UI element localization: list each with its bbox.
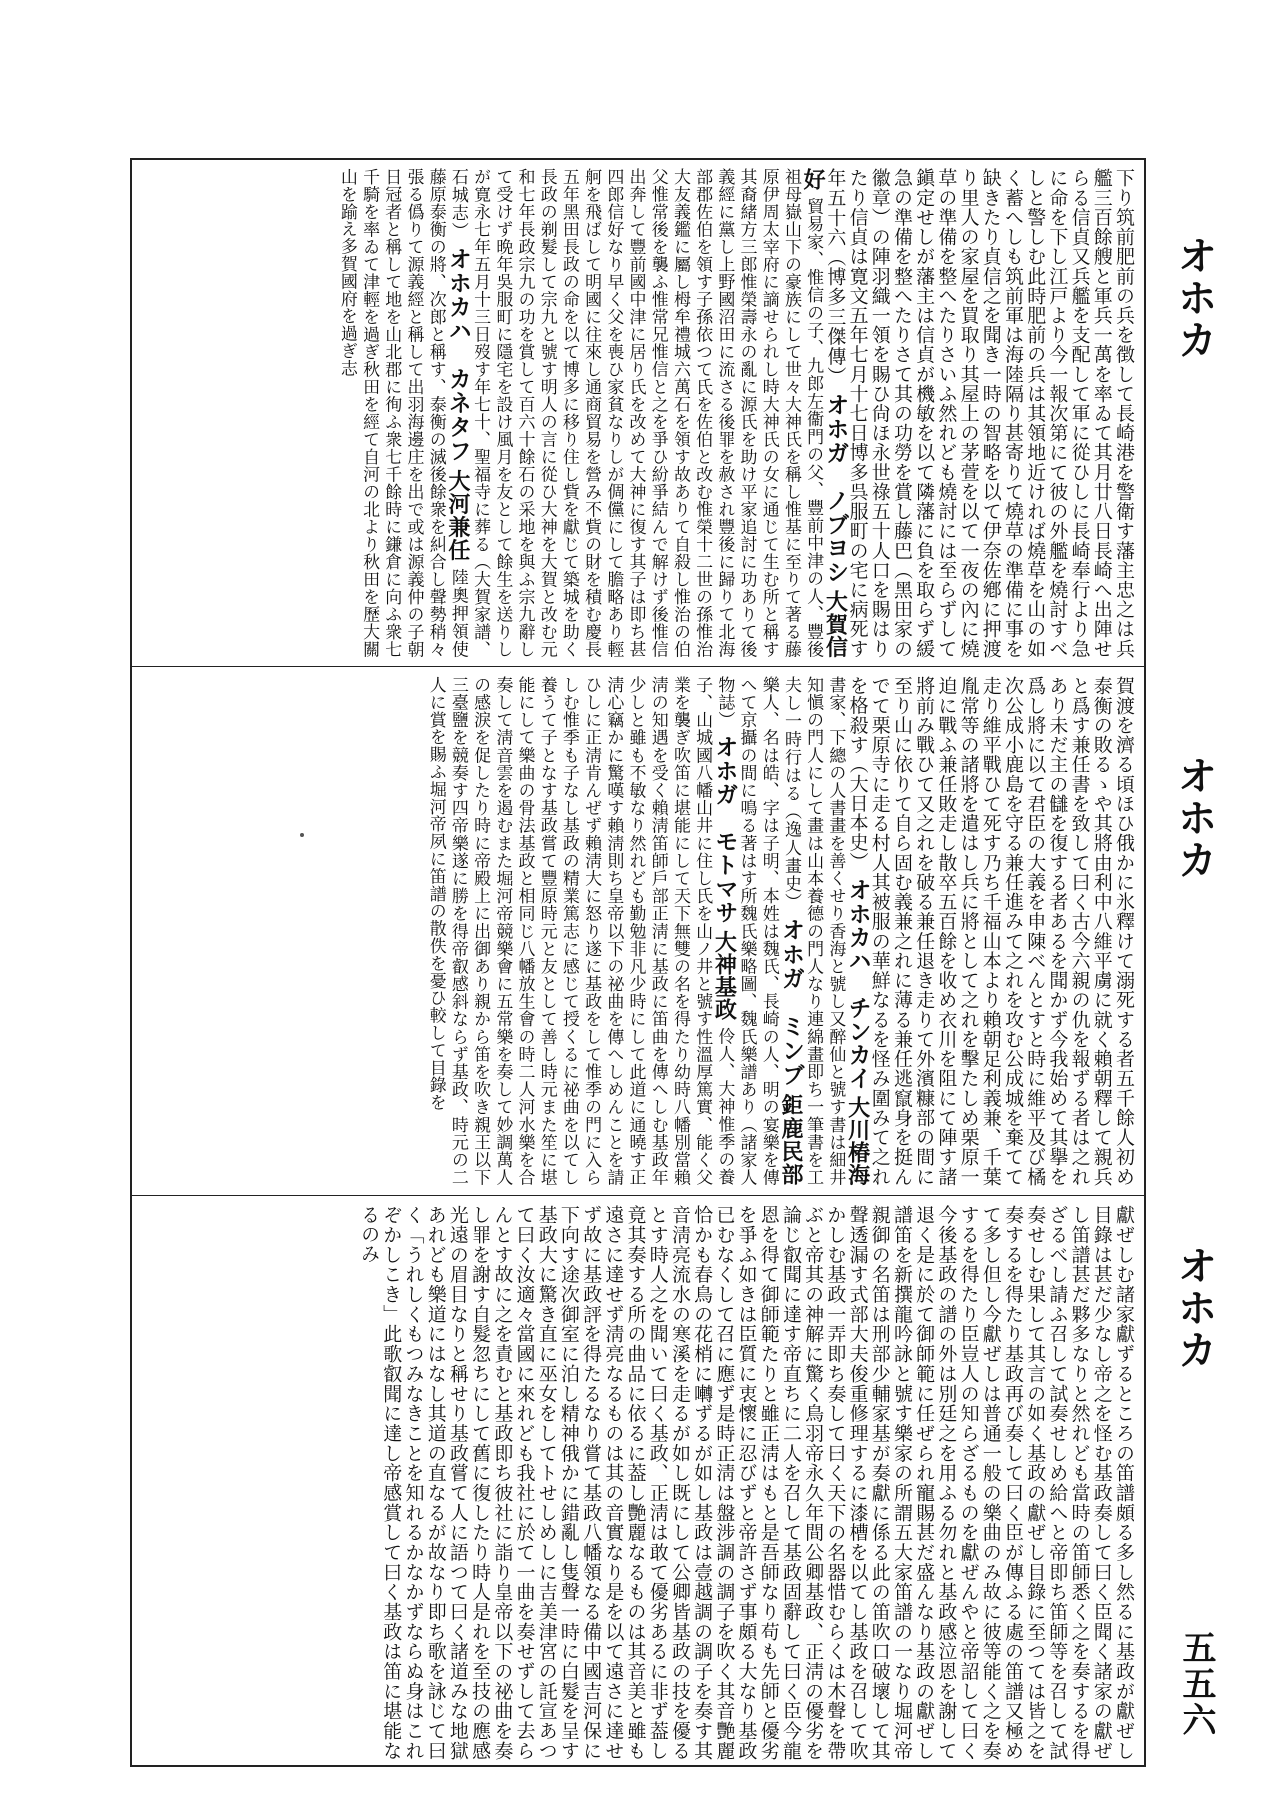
continued-entry-text: 下り筑前肥前の兵を徴して長崎港を警衛す藩主忠之は兵艦三百餘艘と軍兵一萬を率ゐて其月廿八日長崎へ出陣せらる信貞又兵艦を支配して軍に從ひしに長崎奉行より急に命を下し江戸より今一報次第にて彼の外艦を燒討すべしと警しむ此時肥前の兵は其領地近ければ燒草を山の如く蓄へしも筑前軍は海陸隔り甚寄りて燒草の準備に事を缺きたり貞信之を聞き一時の智略を以て伊奈佐鄕に押渡り里人の家屋を買取り其屋上の茅萱を以て一夜の內に燒草の準備を整へたりさいふ然れども燒討には至らずして鎭定せしが藩主は信貞が機敏を以て隣藩に負を取らず緩急の準備を整へたりさて其の功勞を賞し藤巴（黑田家の徽章）の陣羽織一領を賜ひ尙ほ永世祿五十人口を賜はりたり信貞は寛文五年七月十七日博多呉服町の宅に病死す年五十六（博多三傑傳） <box>824 168 1135 658</box>
guide-word-middle: オホカ <box>1171 755 1217 881</box>
entry-name: 大賀信好 <box>800 168 849 658</box>
headword: オホカハ チンカイ <box>844 877 871 1090</box>
entry-text: 書家、下總の人書畫を善くせり香海と號し又醉仙と號す書は細井知愼の門人にして畫は山本養德の門人なり連綿畫即ち一筆書を工夫し一時行はる（逸人畫史） <box>780 676 846 1186</box>
band-divider-2 <box>130 1195 1146 1196</box>
entry-name: 大川椿海 <box>844 1096 871 1186</box>
continued-entry-text: 獻ぜしむ諸家獻ずるところの笛譜頗る多し然るに基政が獻ぜし目錄は甚だ少なし帝之を怪む基政奏して曰く臣聞く諸家の獻ぜし笛譜甚だ夥多なりと然れども當時の笛師悉く之を奏するを得ざるべし請ふ召して試奏せしめ給へと帝即ち笛師等を召して試奏せしむ果して其言の如く基政の獻ぜし目錄に至つては皆之を奏するを得たり基政再び奏して曰く臣が傳ふる處の笛譜又極めて多し但し今獻ぜしは普通一般の樂曲のみ故に彼等能く之を奏するを得たり臣豈人の知らざるものを獻ぜんやと帝詔して曰く今後基政の譜の外は別廷之を用ふる勿れと基政感泣恩を謝して退く是に於て御師範に任ぜられ寵賜甚だ盛んなり基政の獻ぜし譜笛を新撰龍吟詠と號す樂家の所謂五大家笛譜の一なり堀河帝親御の名笛は刑部少輔家基が奏獻に係る此の笛吹口破壞して其聲透漏す式部大夫俊重修理するに漆槽を以てし基政を召して吹かしむ基政一弄即ち奏して曰く天下の名器惜むらくは木聲を帶ぶと帝其の神解に驚く鳥羽帝永久年間公卿基政、正淸の優劣を論じ叡聞に達す帝直ちに二人を召して基政固辭して曰く臣今龍恩を得て御師範たりと雖正淸はもと是吾師なり苟も先師と優劣を爭ふ如きは臣質に衷懷に忍びずと帝許さず事頗る大なり基政已むなくして召に應ず是時正淸は盤涉調の調子を吹く其音艷麗恰かも春鳥の花梢に囀ずるが如し基政は壹越調の調子を奏す其音淸亮流水の寒溪を走るが如し既にして公卿皆基政の技を優るとす時人之を聞いて曰く基政、正淸は敢て優劣あるに非ず葢し竟其奏する所の曲品に依るに葢し艷麗なるものは其音美と雖も遠さに達せず淸亮なるものは其の音實なり是を以て遠さに達せず故に基政評を得たるなり嘗て基政八幡領なる備中國吉河保に下向す途次御室に泊し精神俄かに錯亂し隻聲一時に白髮を呈す基政大に驚き直に巫女をしてトせしめしに吉美津宮の託宣あつて曰く汝適々當國に來れども我社に於て一曲を奏せずして去らんとす故に之を責むと基政即ち彼社に詣り皇帝以下の祕曲を奏し罪を謝す自髮忽ちにして舊に復したり時人是れを至技の應感光遠の眉目なりと稱せり基政嘗て人に語つて曰く諸道みな地獄あれども樂道にはなし其道の直なるが故なり即ち歌を詠じて曰く「うれしくもつみなきことを知れるかなかずならぬ身はこれぞかしこき」此歌叡聞に達し帝感賞して曰く基政は笛に堪能なるのみ <box>358 1205 1135 1760</box>
entry-oga-motomasa <box>425 676 736 1186</box>
band-top <box>129 168 1135 658</box>
headword: オホカハ カネタフ <box>444 246 471 463</box>
page-number: 五五六 <box>1176 1630 1216 1738</box>
headword: オホガ モトマサ <box>711 735 738 925</box>
entry-name: 大神基政 <box>711 930 738 1022</box>
entry-text: 貿易家、惟信の子、九郎左衞門の父、豐前中津の人、豐後祖母嶽山下の豪族にして世々大神氏を稱し惟基に至りて著る藤原伊周太宰府に謫せられし時大神氏の女に通じて生む所と稱す其裔緒方三郎惟榮壽永の亂に源氏を助け平家追討に功ありて後義經に黨し上野國沼田に流さる後罪を赦され豐後に歸りて北海部郡佐伯を領す子孫依つて氏を佐伯と改む惟榮十二世の孫惟治大友義鑑に屬し栂牟禮城六萬石を領す故ありて自殺し惟治の伯父惟常後を襲ふ惟常兄惟信と之を爭ひ紛爭結んで解けず後惟信出奔して豐前國中津に居り氏を改めて大神に復す其子は即ち甚四郎信好なり早く父を喪ひ家貧なりしが倜儻にして膽略あり輕舸を飛ばして明國に往來し通商貿易を營み不貲の財を積む慶長五年黑田長政の命を以て博多に移り住し貲を獻じて築城を助く長政の剃髮して宗九と號す明人の言に從ひ大神を大賀と改む元和七年長政宗九の功を賞して百六十餘石の采地を與ふ宗九辭して受けず晩年吳服町に隱宅を設け風月を友として餘生を送りしが寛永七年五月十三日歿す年七十、聖福寺に葬る（大賀家譜、石城志） <box>447 168 824 658</box>
band-bottom <box>129 1205 1135 1760</box>
entry-text: 伶人、大神惟季の養子、山城國八幡山井に住し氏を山ノ井と號す性溫厚篤實、能く父業を襲ぎ吹笛に堪能にして天下無雙の名を得たり幼時八幡別當賴淸の知遇を受く賴淸笛師戶部正淸に基政に笛曲を傳へしむ基政年少しと雖も不敏なり然れども勤勉非凡少時にして此道に通曉す正淸心竊かに驚嘆す賴淸則ち皇帝以下の祕曲を傳へしめんことを請ひしに正淸肯んぜず賴淸大に怒り遂に基政をして惟季の門に入らしむ惟季も子なし基政の精業篤志に感じて授くるに祕曲を以てし養うて子となす基政嘗て豐原時元と友として善し時元また笙に堪能にして樂曲の骨法基政と相同じ八幡放生會の時二人河水樂を合奏して淸音雲を遏むまた堀河帝競樂會に五常樂を奏して妙調萬人の感淚を促したり時に帝殿上に出御あり親から笛を吹き親王以下三臺鹽を競奏す四帝樂遂に勝を得帝叡感斜ならず基政、時元の二人に賞を賜ふ堀河帝夙に笛譜の散佚を憂ひ較して目錄を <box>425 676 735 1186</box>
entry-text: 陸奧押領使藤原泰衡の將、次郎と稱す、泰衡の滅後餘衆を糾合し聲勢稍々張る僞りて源義經と稱して出羽海邊庄を出で或は源義仲の子朝日冠者と稱して地を山北郡に徇ふ衆七千餘時に鎌倉に向ふ衆七千騎を率ゐて津輕を過ぎ秋田を經て自河の北より秋田を歷大關山を踰え多賀國府を過ぎ志 <box>336 168 468 658</box>
entry-name: 鉅鹿民部 <box>777 1094 804 1186</box>
headword: オホガ ノブヨシ <box>822 392 849 584</box>
entry-oga-nobuyoshi <box>444 168 849 658</box>
entry-text: 樂人、名は皓、字は子明、本姓は魏氏、長崎の人、明の宴樂を傳へて京攝の間に鳴る著はす所魏氏樂略圖、魏氏樂譜あり（諸家人物誌） <box>714 676 779 1186</box>
band-divider-1 <box>130 666 1146 667</box>
guide-word-top: オホカ <box>1171 235 1217 361</box>
guide-word-bottom: オホカ <box>1171 1245 1217 1371</box>
headword: オホガ ミンブ <box>777 918 804 1088</box>
ink-speck <box>300 833 304 837</box>
band-middle <box>129 676 1135 1186</box>
entry-name: 大河兼任 <box>444 469 471 562</box>
continued-entry-text: 賀渡を濟る頃ほひ俄かに氷釋けて溺死する者五千餘人初め泰衡の敗るゝや其將由利中八維平虜に就く賴朝釋して親兵と爲す兼任書を致して曰く古今六親の仇を報ずる者は之れあり未だ主の讎を復する者あるを聞かず今我始めて其擧を爲し將に以て君臣の大義を申陳べんとすと時に維平及び橘次公成小鹿島を守る兼任進みて之れを攻む公成城を棄てて走り維平戰ひて死す乃ち千福山本より賴朝足利義兼、千葉胤常等の諸將を遣はし兵に將として之れを擊たしめ栗原一迫に戰ふ兼任敗走し散卒五百餘を收め衣川を阻にて陣す諸將前み戰ひて又之れを破る兼任退き走りて外濱糠部の間に至り山に依りて自ら固む義兼之れに薄る兼任逃竄身を挺んでて栗原寺に走る村人其被服の華鮮なるを怪み圍みて之れを格殺す（大日本史） <box>846 676 1135 1186</box>
